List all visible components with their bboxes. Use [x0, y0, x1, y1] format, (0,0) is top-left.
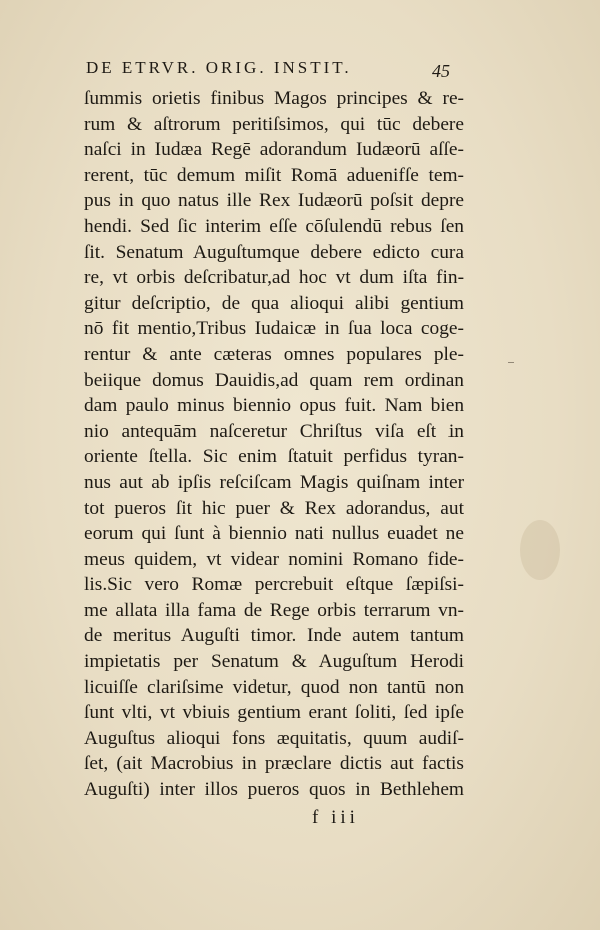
margin-mark	[508, 362, 514, 363]
text-line: hendi. Sed ſic interim eſſe cōſulendū rebus ſen	[84, 215, 464, 237]
text-line: oriente ſtella. Sic enim ſtatuit perfidus tyran-	[84, 446, 464, 468]
text-line: licuiſſe clariſsime videtur, quod non tantū non	[84, 676, 465, 698]
text-line: naſci in Iudæa Regē adorandum Iudæorū aſſe-	[84, 139, 464, 161]
text-line: rerent, tūc demum miſit Romā aduenifſe tem-	[84, 164, 464, 186]
text-line: nus aut ab ipſis reſciſcam Magis quiſnam inter	[84, 471, 465, 493]
text-line: lis.Sic vero Romæ percrebuit eſtque ſæpiſsi-	[84, 574, 464, 596]
text-line: tot pueros ſit hic puer & Rex adorandus, aut	[84, 497, 464, 519]
text-line: de meritus Auguſti timor. Inde autem tantum	[84, 625, 465, 647]
text-line: rentur & ante cæteras omnes populares ple-	[84, 343, 464, 365]
text-line: gitur deſcriptio, de qua alioqui alibi gentium	[84, 292, 464, 314]
text-line: nio antequām naſceretur Chriſtus viſa eſt in	[84, 420, 464, 442]
text-line: ſit. Senatum Auguſtumque debere edicto cura	[84, 241, 464, 263]
text-line: eorum qui ſunt à biennio nati nullus euadet ne	[84, 523, 464, 545]
text-line: beiique domus Dauidis,ad quam rem ordinan	[84, 369, 465, 391]
text-line: impietatis per Senatum & Auguſtum Herodi	[84, 651, 464, 673]
body-text	[84, 86, 464, 803]
text-line: re, vt orbis deſcribatur,ad hoc vt dum iſta fin-	[84, 267, 465, 289]
text-line: pus in quo natus ille Rex Iudæorū poſsit depre	[84, 190, 465, 212]
text-line: me allata illa fama de Rege orbis terrarum vn-	[84, 599, 464, 621]
text-line: dam paulo minus biennio opus fuit. Nam bien	[84, 395, 465, 417]
page-number: 45	[432, 61, 450, 81]
signature-mark: f iii	[312, 807, 359, 828]
text-line: meus quidem, vt videar nomini Romano fide-	[84, 548, 464, 570]
text-line: Auguſti) inter illos pueros quos in Bethlehem	[84, 779, 465, 801]
running-head: DE ETRVR. ORIG. INSTIT.	[86, 58, 352, 77]
paper-stain	[520, 520, 560, 580]
text-line: ſunt vlti, vt vbiuis gentium erant ſoliti, ſed ipſe	[84, 702, 464, 724]
text-line: ſet, (ait Macrobius in præclare dictis aut factis	[84, 753, 464, 775]
text-line: Auguſtus alioqui fons æquitatis, quum audiſ-	[84, 727, 465, 749]
text-line: ſummis orietis finibus Magos principes & re-	[84, 88, 465, 109]
text-line: rum & aſtrorum peritiſsimos, qui tūc debere	[84, 113, 465, 135]
text-line: nō fit mentio,Tribus Iudaicæ in ſua loca coge-	[84, 318, 464, 340]
